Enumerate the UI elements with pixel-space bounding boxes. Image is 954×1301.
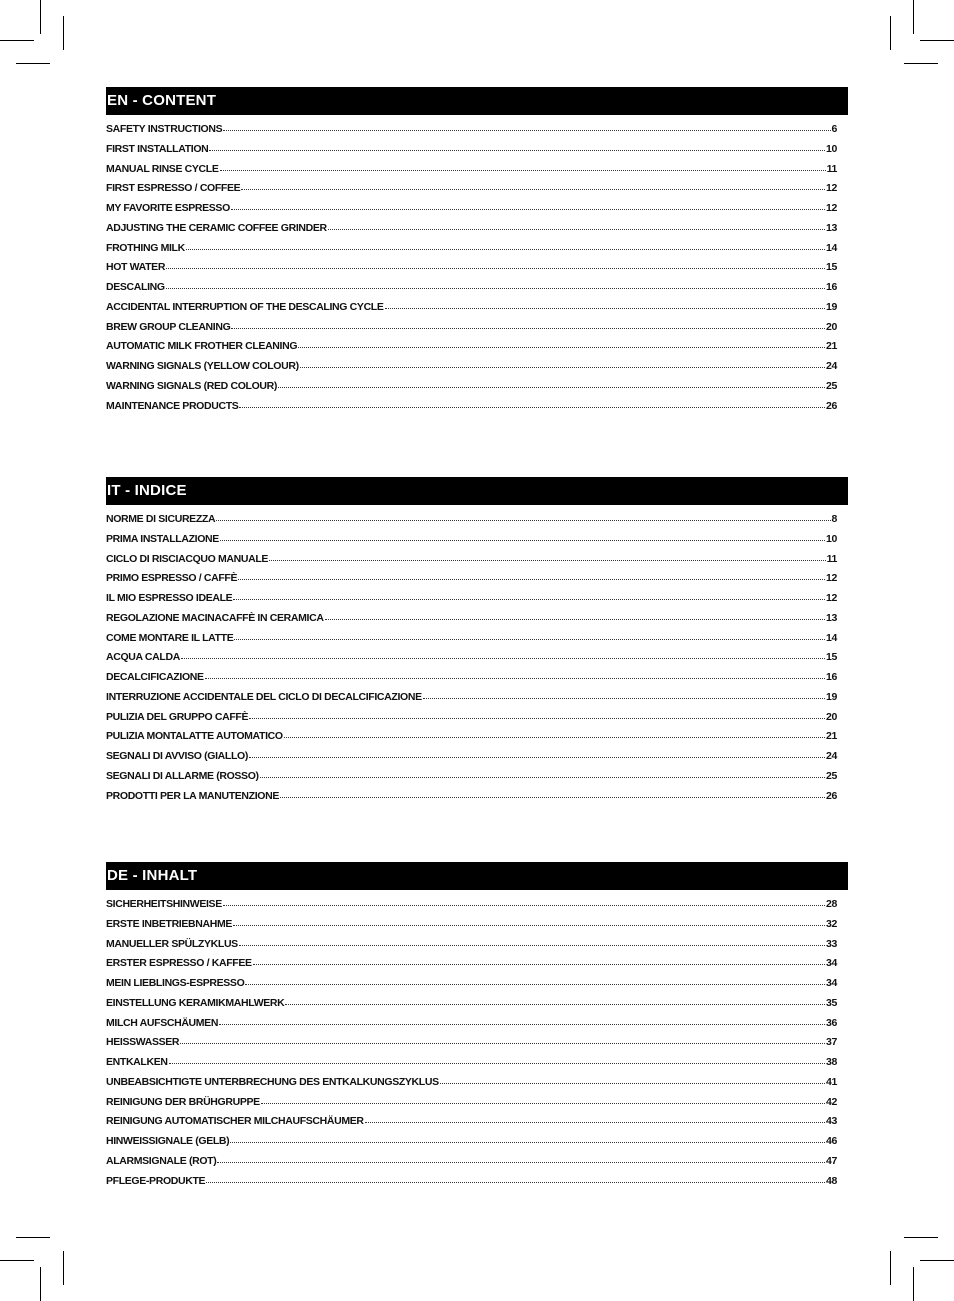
toc-entry[interactable] (106, 532, 837, 552)
dot-leader (219, 1015, 825, 1025)
toc-entry[interactable] (106, 162, 837, 182)
crop-mark (920, 1260, 954, 1261)
toc-entry-title: PFLEGE-PRODUKTE (106, 1174, 206, 1187)
toc-entry-title: AUTOMATIC MILK FROTHER CLEANING (106, 340, 298, 353)
toc-list (106, 512, 837, 808)
toc-entry[interactable] (106, 1095, 837, 1115)
toc-entry-page: 6 (831, 123, 837, 135)
toc-entry[interactable] (106, 359, 837, 379)
toc-entry-title: DECALCIFICAZIONE (106, 671, 204, 684)
toc-entry-title: ACCIDENTAL INTERRUPTION OF THE DESCALING CYCLE (106, 300, 384, 313)
toc-section-en (106, 87, 848, 418)
toc-entry[interactable] (106, 749, 837, 769)
dot-leader (249, 748, 825, 758)
toc-entry-title: UNBEABSICHTIGTE UNTERBRECHUNG DES ENTKALKUNGSZYKLUS (106, 1075, 439, 1088)
toc-entry-title: IL MIO ESPRESSO IDEALE (106, 592, 233, 605)
toc-entry-page: 12 (826, 182, 837, 195)
toc-entry[interactable] (106, 710, 837, 730)
toc-entry-title: ADJUSTING THE CERAMIC COFFEE GRINDER (106, 221, 327, 234)
dot-leader (166, 259, 825, 269)
toc-entry-page: 11 (826, 552, 837, 565)
dot-leader (216, 511, 830, 521)
dot-leader (239, 398, 825, 408)
toc-entry[interactable] (106, 1154, 837, 1174)
toc-entry[interactable] (106, 399, 837, 419)
toc-entry[interactable] (106, 241, 837, 261)
toc-entry-page: 21 (826, 340, 837, 353)
toc-entry-title: PULIZIA MONTALATTE AUTOMATICO (106, 730, 283, 743)
toc-entry-page: 19 (826, 690, 837, 703)
toc-entry-page: 16 (826, 671, 837, 684)
toc-entry[interactable] (106, 1016, 837, 1036)
dot-leader (300, 358, 825, 368)
toc-entry-title: FIRST INSTALLATION (106, 142, 209, 155)
toc-entry[interactable] (106, 1174, 837, 1194)
dot-leader (249, 709, 825, 719)
toc-entry-title: ACQUA CALDA (106, 651, 180, 664)
toc-entry-title: MEIN LIEBLINGS-ESPRESSO (106, 977, 245, 990)
toc-entry-title: CICLO DI RISCIACQUO MANUALE (106, 552, 269, 565)
toc-entry-page: 26 (826, 399, 837, 412)
dot-leader (231, 319, 825, 329)
toc-entry-page: 37 (826, 1036, 837, 1049)
toc-entry[interactable] (106, 379, 837, 399)
toc-entry-title: ALARMSIGNALE (ROT) (106, 1154, 217, 1167)
toc-entry[interactable] (106, 300, 837, 320)
toc-entry[interactable] (106, 221, 837, 241)
dot-leader (169, 1054, 825, 1064)
dot-leader (209, 141, 825, 151)
toc-entry-page: 10 (826, 532, 837, 545)
toc-entry-page: 15 (826, 651, 837, 664)
toc-entry-title: SAFETY INSTRUCTIONS (106, 123, 223, 135)
toc-entry[interactable] (106, 631, 837, 651)
toc-entry[interactable] (106, 670, 837, 690)
dot-leader (220, 531, 825, 541)
toc-entry-page: 8 (831, 513, 837, 525)
dot-leader (233, 590, 825, 600)
dot-leader (298, 338, 825, 348)
toc-entry[interactable] (106, 976, 837, 996)
toc-entry-title: BREW GROUP CLEANING (106, 320, 231, 333)
dot-leader (230, 1133, 825, 1143)
toc-entry-page: 10 (826, 142, 837, 155)
toc-entry[interactable] (106, 260, 837, 280)
toc-entry-title: WARNING SIGNALS (YELLOW COLOUR) (106, 360, 299, 373)
toc-entry[interactable] (106, 1075, 837, 1095)
toc-entry-title: REINIGUNG DER BRÜHGRUPPE (106, 1095, 260, 1108)
dot-leader (217, 1153, 825, 1163)
toc-entry-page: 47 (826, 1154, 837, 1167)
toc-entry-page: 19 (826, 300, 837, 313)
toc-entry-title: NORME DI SICUREZZA (106, 513, 216, 525)
dot-leader (223, 896, 825, 906)
dot-leader (245, 975, 825, 985)
dot-leader (280, 788, 825, 798)
toc-entry[interactable] (106, 996, 837, 1016)
toc-entry-page: 21 (826, 730, 837, 743)
toc-entry[interactable] (106, 320, 837, 340)
dot-leader (231, 200, 825, 210)
toc-entry-title: HINWEISSIGNALE (GELB) (106, 1135, 230, 1148)
crop-mark (890, 16, 891, 50)
dot-leader (186, 240, 825, 250)
toc-entry[interactable] (106, 769, 837, 789)
toc-entry-title: HOT WATER (106, 261, 166, 274)
toc-entry-page: 46 (826, 1135, 837, 1148)
dot-leader (166, 279, 825, 289)
crop-mark (63, 16, 64, 50)
crop-mark (890, 1251, 891, 1285)
toc-entry[interactable] (106, 690, 837, 710)
toc-entry-page: 12 (826, 202, 837, 215)
dot-leader (234, 630, 825, 640)
toc-entry-page: 16 (826, 281, 837, 294)
dot-leader (385, 299, 825, 309)
toc-entry-page: 12 (826, 572, 837, 585)
dot-leader (241, 180, 825, 190)
toc-entry[interactable] (106, 956, 837, 976)
toc-entry-title: PRODOTTI PER LA MANUTENZIONE (106, 789, 279, 802)
toc-entry-title: PRIMO ESPRESSO / CAFFÈ (106, 572, 238, 585)
toc-entry-title: PRIMA INSTALLAZIONE (106, 532, 219, 545)
dot-leader (328, 220, 825, 230)
toc-entry-page: 43 (826, 1115, 837, 1128)
toc-entry[interactable] (106, 181, 837, 201)
crop-mark (904, 1237, 938, 1238)
dot-leader (233, 916, 825, 926)
crop-mark (920, 40, 954, 41)
toc-entry-page: 20 (826, 320, 837, 333)
crop-mark (904, 63, 938, 64)
toc-entry-page: 11 (826, 162, 837, 175)
dot-leader (238, 570, 825, 580)
section-header: IT - INDICE (106, 477, 848, 505)
dot-leader (261, 1094, 825, 1104)
crop-mark (913, 1267, 914, 1301)
toc-entry[interactable] (106, 1134, 837, 1154)
dot-leader (423, 689, 825, 699)
toc-entry[interactable] (106, 339, 837, 359)
toc-entry-title: MILCH AUFSCHÄUMEN (106, 1016, 219, 1029)
toc-entry[interactable] (106, 937, 837, 957)
toc-list (106, 122, 837, 418)
toc-entry-title: MY FAVORITE ESPRESSO (106, 202, 230, 215)
crop-mark (40, 0, 41, 34)
toc-section-de (106, 862, 848, 1193)
dot-leader (284, 728, 825, 738)
toc-entry-page: 12 (826, 592, 837, 605)
toc-entry-page: 14 (826, 241, 837, 254)
toc-entry[interactable] (106, 897, 837, 917)
dot-leader (206, 1173, 825, 1183)
toc-entry-page: 33 (826, 937, 837, 950)
toc-entry-title: WARNING SIGNALS (RED COLOUR) (106, 379, 278, 392)
toc-entry-page: 13 (826, 611, 837, 624)
toc-entry-page: 13 (826, 221, 837, 234)
toc-entry[interactable] (106, 142, 837, 162)
toc-entry-page: 15 (826, 261, 837, 274)
toc-entry-page: 42 (826, 1095, 837, 1108)
toc-entry-title: REGOLAZIONE MACINACAFFÈ IN CERAMICA (106, 611, 324, 624)
section-header: EN - CONTENT (106, 87, 848, 115)
dot-leader (205, 669, 825, 679)
toc-entry-title: FROTHING MILK (106, 241, 185, 254)
toc-entry-title: REINIGUNG AUTOMATISCHER MILCHAUFSCHÄUMER (106, 1115, 364, 1128)
toc-entry-page: 32 (826, 917, 837, 930)
toc-entry-page: 34 (826, 957, 837, 970)
toc-entry-page: 25 (826, 769, 837, 782)
dot-leader (223, 121, 830, 131)
toc-entry-title: HEISSWASSER (106, 1036, 180, 1049)
toc-entry-title: SEGNALI DI ALLARME (ROSSO) (106, 769, 259, 782)
toc-entry-title: ENTKALKEN (106, 1056, 168, 1069)
crop-mark (0, 1260, 34, 1261)
toc-entry-title: SEGNALI DI AVVISO (GIALLO) (106, 750, 248, 763)
toc-entry-title: DESCALING (106, 281, 165, 294)
dot-leader (239, 936, 825, 946)
toc-entry-title: FIRST ESPRESSO / COFFEE (106, 182, 241, 195)
toc-entry[interactable] (106, 1114, 837, 1134)
toc-entry[interactable] (106, 650, 837, 670)
toc-entry-title: SICHERHEITSHINWEISE (106, 898, 222, 910)
toc-entry-page: 41 (826, 1075, 837, 1088)
toc-entry-page: 26 (826, 789, 837, 802)
toc-entry[interactable] (106, 1035, 837, 1055)
toc-entry-title: MAINTENANCE PRODUCTS (106, 399, 239, 412)
toc-entry[interactable] (106, 591, 837, 611)
crop-mark (913, 0, 914, 34)
dot-leader (440, 1074, 825, 1084)
toc-entry[interactable] (106, 729, 837, 749)
toc-entry-page: 48 (826, 1174, 837, 1187)
crop-mark (63, 1251, 64, 1285)
toc-entry-title: MANUELLER SPÜLZYKLUS (106, 937, 238, 950)
toc-entry-page: 36 (826, 1016, 837, 1029)
section-header: DE - INHALT (106, 862, 848, 890)
dot-leader (365, 1113, 825, 1123)
toc-entry[interactable] (106, 201, 837, 221)
toc-entry[interactable] (106, 280, 837, 300)
toc-entry-page: 24 (826, 360, 837, 373)
dot-leader (180, 1034, 825, 1044)
toc-entry-page: 25 (826, 379, 837, 392)
dot-leader (278, 378, 825, 388)
dot-leader (220, 161, 826, 171)
crop-mark (16, 1237, 50, 1238)
dot-leader (260, 768, 825, 778)
toc-entry[interactable] (106, 122, 837, 142)
crop-mark (0, 40, 34, 41)
crop-mark (40, 1267, 41, 1301)
toc-entry-page: 14 (826, 631, 837, 644)
toc-entry-title: PULIZIA DEL GRUPPO CAFFÈ (106, 710, 249, 723)
toc-entry-title: ERSTER ESPRESSO / KAFFEE (106, 957, 252, 970)
toc-entry-page: 28 (826, 898, 837, 910)
dot-leader (325, 610, 825, 620)
crop-mark (16, 63, 50, 64)
toc-entry[interactable] (106, 611, 837, 631)
dot-leader (253, 955, 825, 965)
toc-entry-page: 24 (826, 750, 837, 763)
dot-leader (285, 995, 825, 1005)
toc-entry-title: MANUAL RINSE CYCLE (106, 162, 219, 175)
dot-leader (181, 649, 825, 659)
toc-entry[interactable] (106, 789, 837, 809)
toc-entry-page: 35 (826, 996, 837, 1009)
toc-list (106, 897, 837, 1193)
toc-entry[interactable] (106, 571, 837, 591)
toc-entry-title: EINSTELLUNG KERAMIKMAHLWERK (106, 996, 285, 1009)
toc-entry-page: 20 (826, 710, 837, 723)
toc-entry-page: 38 (826, 1056, 837, 1069)
toc-entry-page: 34 (826, 977, 837, 990)
toc-entry-title: INTERRUZIONE ACCIDENTALE DEL CICLO DI DECALCIFICAZIONE (106, 690, 422, 703)
toc-entry[interactable] (106, 552, 837, 572)
toc-section-it (106, 477, 848, 808)
dot-leader (269, 551, 826, 561)
toc-entry[interactable] (106, 917, 837, 937)
toc-entry[interactable] (106, 1055, 837, 1075)
toc-entry-title: COME MONTARE IL LATTE (106, 631, 234, 644)
toc-entry-title: ERSTE INBETRIEBNAHME (106, 917, 233, 930)
toc-entry[interactable] (106, 512, 837, 532)
